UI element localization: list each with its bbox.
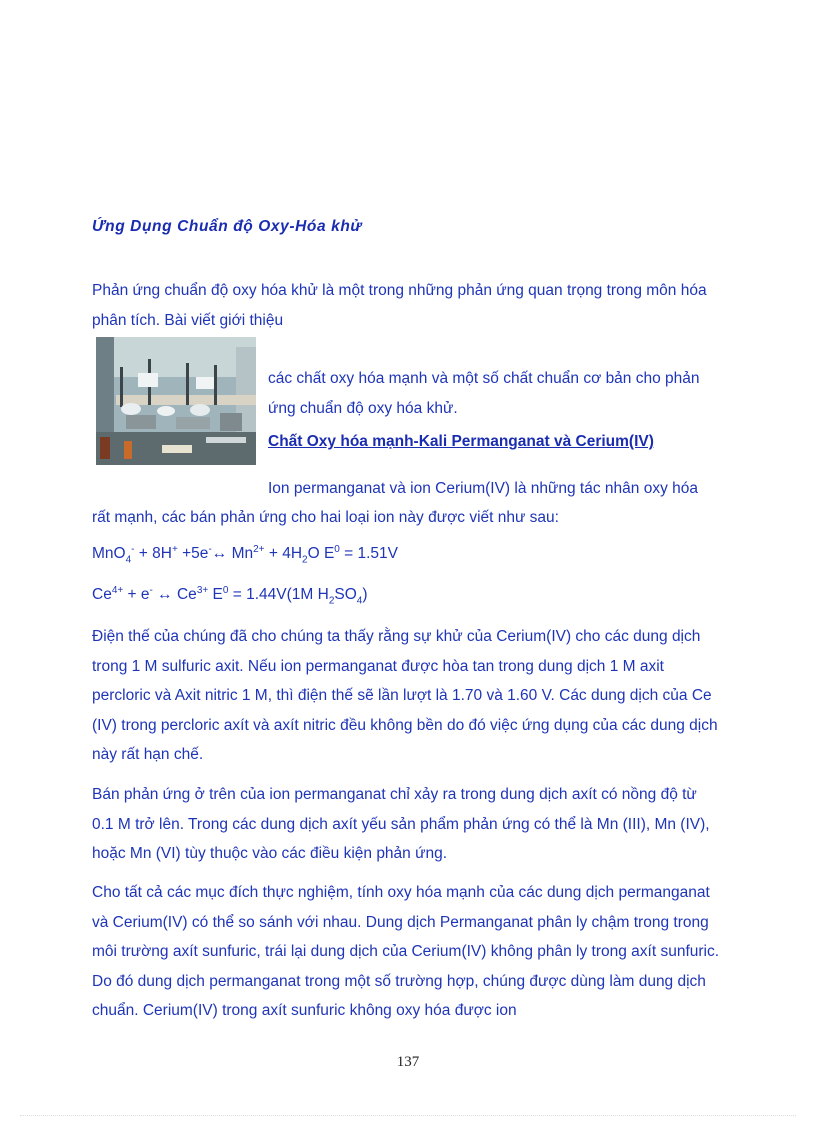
paragraph-electrode-potential: Điện thế của chúng đã cho chúng ta thấy rằng sự khử của Cerium(IV) cho các dung dịch trong 1 M sulfuric axit. Nếu ion permanganat được hòa tan trong dung dịch 1 M axit percloric và Axit nitric 1 M, thì điện thế sẽ lần lượt là 1.70 và 1.60 V. Các dung dịch của Ce (IV) trong percloric axít và axít nitric đều không bền do đó việc ứng dụng của các dung dịch này rất hạn chế. bbox=[92, 628, 718, 763]
eq2-part: Ce bbox=[92, 586, 112, 604]
eq2-sup: 0 bbox=[222, 585, 229, 596]
eq2-part: = 1.44V(1M H bbox=[228, 586, 329, 604]
eq2-part: ↔ Ce bbox=[152, 586, 197, 604]
eq2-part: E bbox=[208, 586, 223, 604]
eq2-sub: 2 bbox=[328, 595, 335, 607]
eq1-part: + 8H bbox=[134, 545, 172, 563]
page-number: 137 bbox=[396, 1054, 420, 1070]
section-heading: Chất Oxy hóa mạnh-Kali Permanganat và Cerium(IV) bbox=[268, 433, 654, 450]
eq2-sup: - bbox=[149, 585, 153, 596]
paragraph-half-reaction: Bán phản ứng ở trên của ion permanganat chỉ xảy ra trong dung dịch axít có nồng độ từ 0.1 M trở lên. Trong các dung dịch axít yếu sản phẩm phản ứng có thể là Mn (III), Mn (IV), hoặc Mn (VI) tùy thuộc vào các điều kiện phản ứng. bbox=[92, 786, 710, 862]
eq1-sup: 0 bbox=[334, 544, 340, 555]
eq1-sub: 4 bbox=[125, 554, 132, 566]
lab-image-illustration bbox=[96, 337, 256, 465]
page-divider bbox=[20, 1115, 796, 1116]
side-text-continuation: rất mạnh, các bán phản ứng cho hai loại ion này được viết như sau: bbox=[92, 509, 559, 526]
eq1-part: O E bbox=[307, 545, 335, 563]
eq2-part: ) bbox=[362, 586, 368, 604]
eq2-part: + e bbox=[123, 586, 150, 604]
laboratory-photo bbox=[96, 337, 256, 465]
equation-permanganate bbox=[92, 544, 398, 565]
eq1-part: ↔ Mn bbox=[211, 545, 254, 563]
eq1-sup: - bbox=[208, 544, 212, 555]
document-title: Ứng Dụng Chuẩn độ Oxy-Hóa khử bbox=[92, 218, 363, 235]
eq1-part: = 1.51V bbox=[339, 545, 399, 563]
side-text-second: Ion permanganat và ion Cerium(IV) là những tác nhân oxy hóa bbox=[268, 480, 698, 497]
eq2-part: SO bbox=[334, 586, 357, 604]
eq2-sup: 3+ bbox=[196, 585, 209, 596]
eq1-sup: + bbox=[171, 544, 178, 555]
equation-cerium bbox=[92, 585, 368, 606]
eq1-part: +5e bbox=[177, 545, 209, 563]
eq1-sup: - bbox=[131, 544, 135, 555]
paragraph-comparison: Cho tất cả các mục đích thực nghiệm, tính oxy hóa mạnh của các dung dịch permanganat và Cerium(IV) có thể so sánh với nhau. Dung dịch Permanganat phân ly chậm trong trong môi trường axít sunfuric, trái lại dung dịch của Cerium(IV) không phân ly trong axít sunfuric. Do đó dung dịch permanganat trong một số trường hợp, chúng được dùng làm dung dịch chuẩn. Cerium(IV) trong axít sunfuric không oxy hóa được ion bbox=[92, 884, 720, 1019]
intro-paragraph: Phản ứng chuẩn độ oxy hóa khử là một trong những phản ứng quan trọng trong môn hóa phân tích. Bài viết giới thiệu bbox=[92, 282, 707, 329]
side-text-first: các chất oxy hóa mạnh và một số chất chuẩn cơ bản cho phản ứng chuẩn độ oxy hóa khử. bbox=[268, 370, 700, 417]
eq1-part: MnO bbox=[92, 545, 126, 563]
eq2-sub: 4 bbox=[356, 595, 363, 607]
eq2-sup: 4+ bbox=[111, 585, 124, 596]
eq1-part: + 4H bbox=[264, 545, 303, 563]
eq1-sup: 2+ bbox=[253, 544, 265, 555]
eq1-sub: 2 bbox=[302, 554, 308, 566]
